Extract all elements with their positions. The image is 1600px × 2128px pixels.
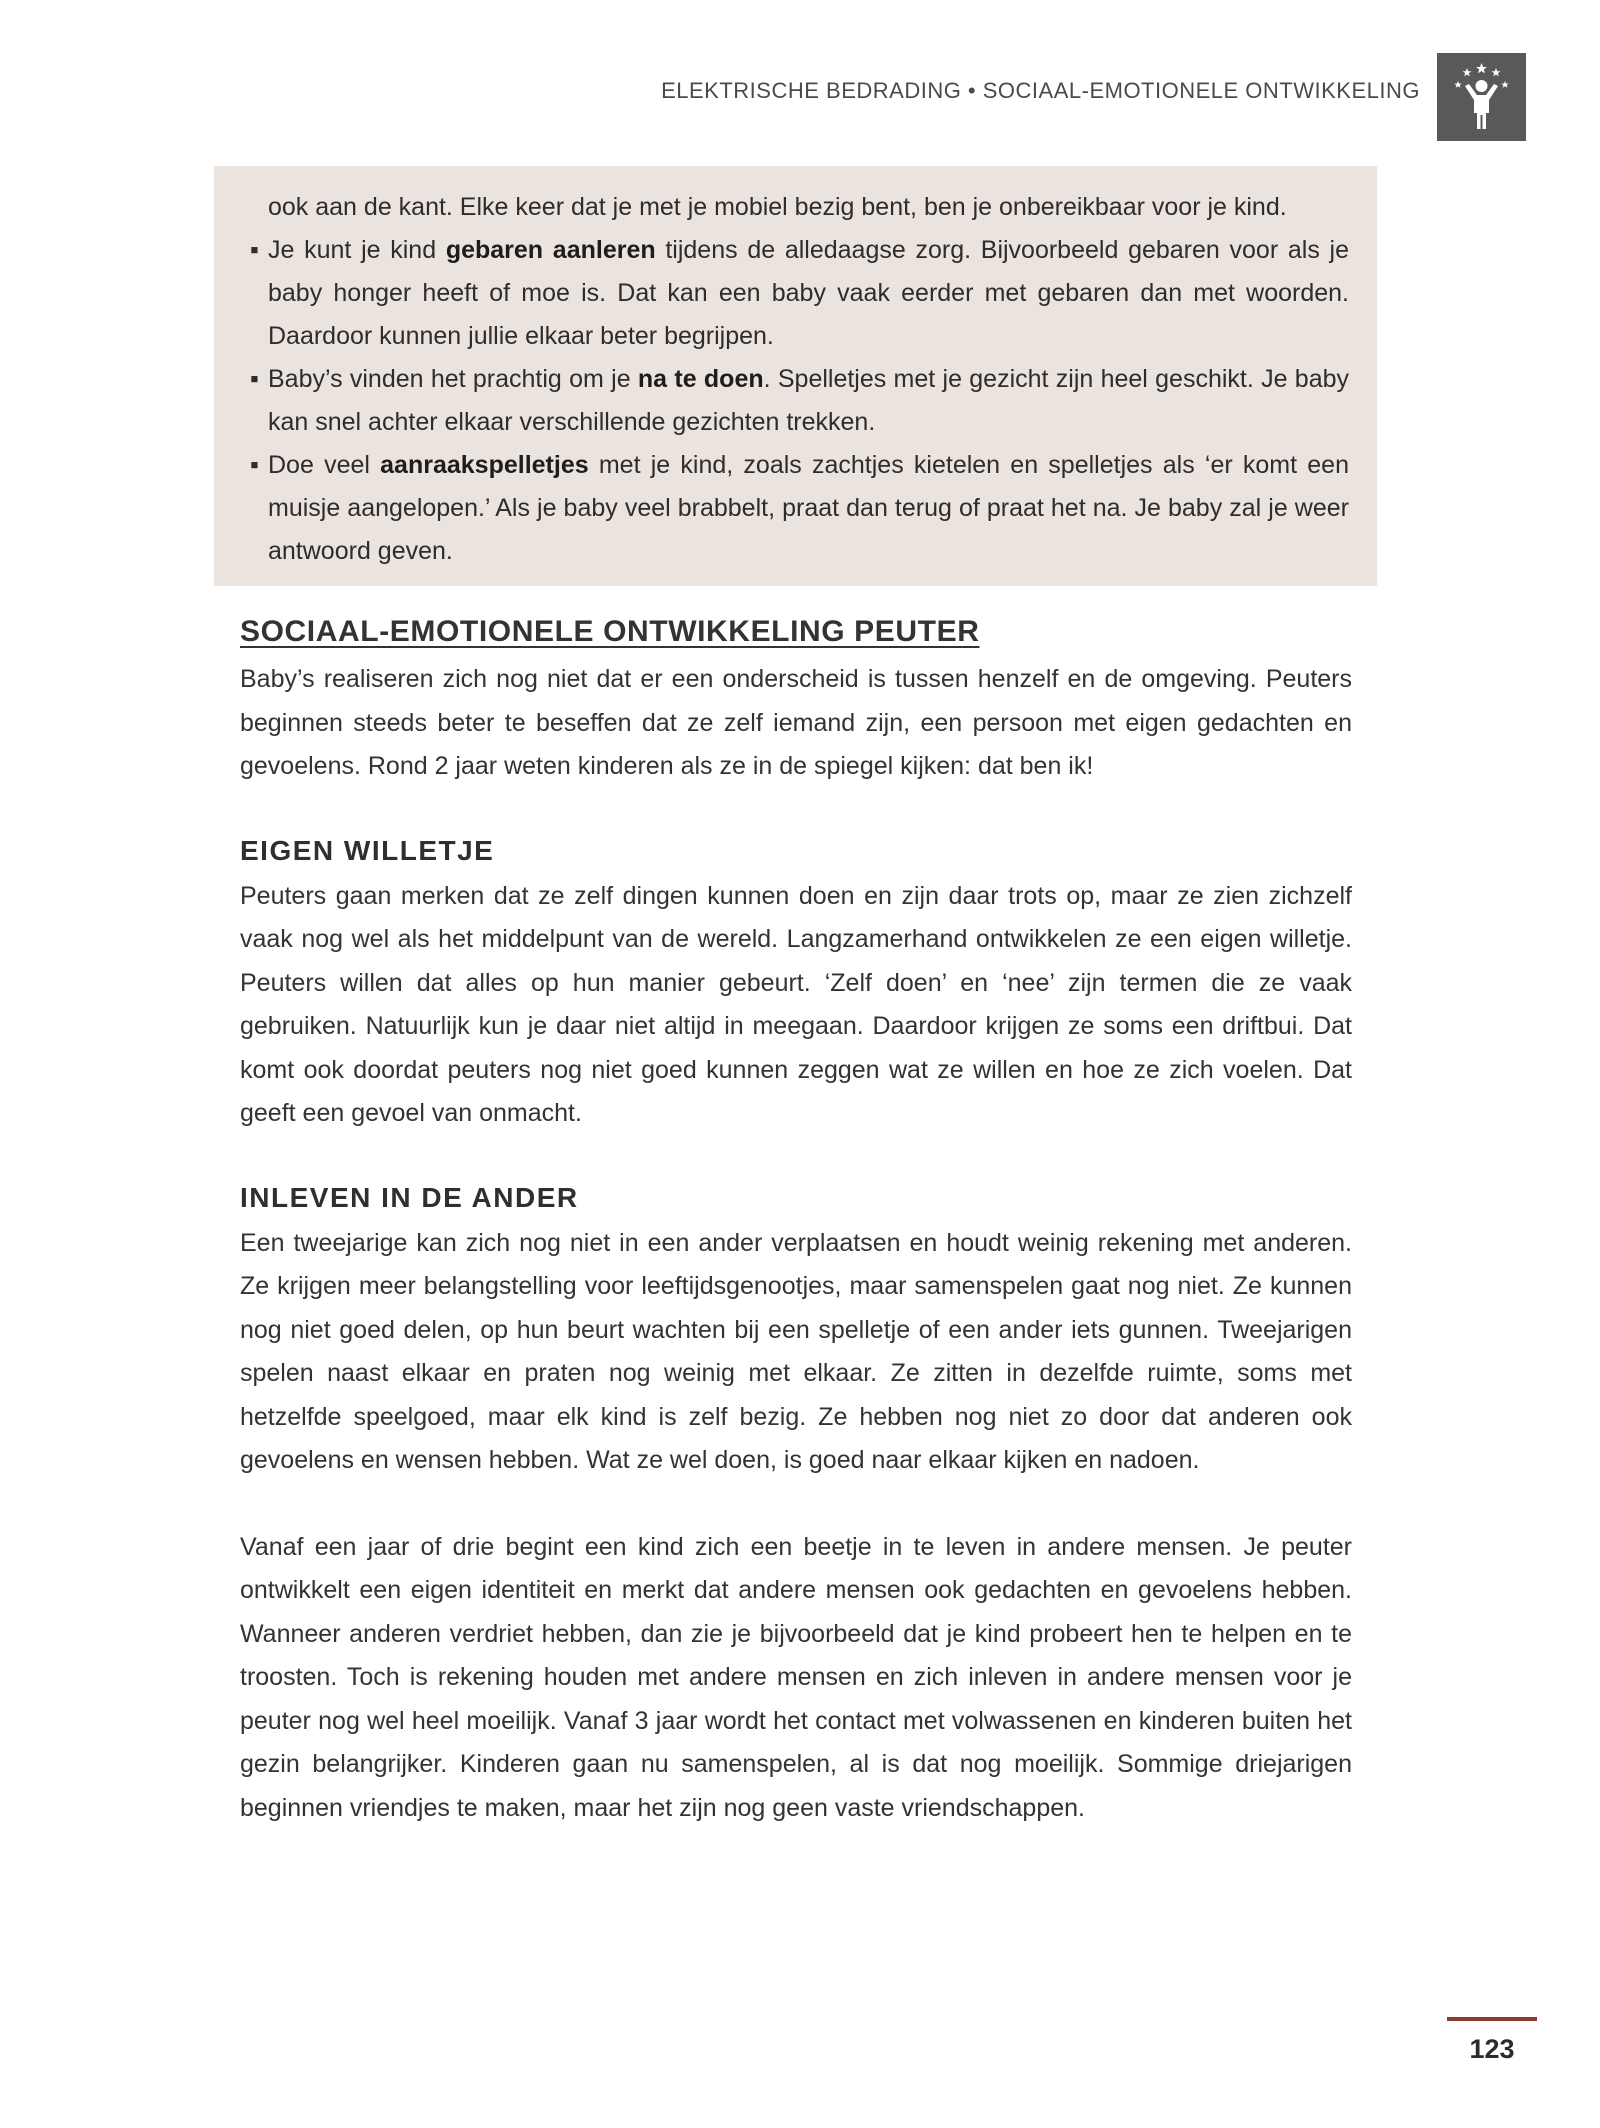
tip-text: Je kunt je kind xyxy=(268,236,446,264)
tip-item xyxy=(250,358,1349,444)
tip-keyword: aanraakspelletjes xyxy=(380,451,589,479)
tip-text: tijdens de alledaagse zorg. Bijvoorbeeld gebaren voor als je baby honger heeft of moe is. Dat kan een baby vaak eerder met gebaren dan met woorden. Daardoor kunnen jullie elkaar beter begrijpen. xyxy=(268,236,1349,350)
running-header: ELEKTRISCHE BEDRADING • SOCIAAL-EMOTIONELE ONTWIKKELING xyxy=(661,78,1420,103)
child-with-stars-icon xyxy=(1437,53,1526,141)
bullet-icon: ▪ xyxy=(250,451,259,479)
main-content xyxy=(240,612,1352,1830)
bullet-icon: ▪ xyxy=(250,365,259,393)
page-number: 123 xyxy=(1469,2034,1515,2064)
tip-list xyxy=(250,229,1349,573)
section-paragraph: Peuters gaan merken dat ze zelf dingen kunnen doen en zijn daar trots op, maar ze zien zichzelf vaak nog wel als het middelpunt van de wereld. Langzamerhand ontwikkelen ze een eigen willetje. Peuters willen dat alles op hun manier gebeurt. ‘Zelf doen’ en ‘nee’ zijn termen die ze vaak gebruiken. Natuurlijk kun je daar niet altijd in meegaan. Daardoor krijgen ze soms een driftbui. Dat komt ook doordat peuters nog niet goed kunnen zeggen wat ze willen en hoe ze zich voelen. Dat geeft een gevoel van onmacht. xyxy=(240,881,1352,1127)
tip-keyword: gebaren aanleren xyxy=(445,236,656,264)
bullet-icon: ▪ xyxy=(250,236,259,264)
section-paragraph: Vanaf een jaar of drie begint een kind zich een beetje in te leven in andere mensen. Je peuter ontwikkelt een eigen identiteit en merkt dat andere mensen ook gedachten en gevoelens hebben. Wanneer anderen verdriet hebben, dan zie je bijvoorbeeld dat je kind probeert hen te helpen en te troosten. Toch is rekening houden met andere mensen en zich inleven in andere mensen voor je peuter nog wel heel moeilijk. Vanaf 3 jaar wordt het contact met volwassenen en kinderen buiten het gezin belangrijker. Kinderen gaan nu samenspelen, al is dat nog moeilijk. Sommige driejarigen beginnen vriendjes te maken, maar het zijn nog geen vaste vriendschappen. xyxy=(240,1532,1352,1822)
tip-text: . Spelletjes met je gezicht zijn heel geschikt. Je baby kan snel achter elkaar verschillende gezichten trekken. xyxy=(268,365,1350,436)
intro-paragraph: Baby’s realiseren zich nog niet dat er een onderscheid is tussen henzelf en de omgeving. Peuters beginnen steeds beter te beseffen dat ze zelf iemand zijn, een persoon met eigen gedachten en gevoelens. Rond 2 jaar weten kinderen als ze in de spiegel kijken: dat ben ik! xyxy=(240,665,1352,780)
tip-text: Doe veel xyxy=(268,451,381,479)
tip-box xyxy=(214,166,1377,586)
tip-continuation: ook aan de kant. Elke keer dat je met je mobiel bezig bent, ben je onbereikbaar voor je kind. xyxy=(268,193,1287,221)
section-title-inleven: INLEVEN IN DE ANDER xyxy=(240,1181,579,1213)
tip-text: met je kind, zoals zachtjes kietelen en spelletjes als ‘er komt een muisje aangelopen.’ Als je baby veel brabbelt, praat dan terug of praat het na. Je baby zal je weer antwoord geven. xyxy=(268,451,1349,565)
tip-item xyxy=(250,229,1349,358)
section-paragraph: Een tweejarige kan zich nog niet in een ander verplaatsen en houdt weinig rekening met anderen. Ze krijgen meer belangstelling voor leeftijdsgenootjes, maar samenspelen gaat nog niet. Ze kunnen nog niet goed delen, op hun beurt wachten bij een spelletje of een ander iets gunnen. Tweejarigen spelen naast elkaar en praten nog weinig met elkaar. Ze zitten in dezelfde ruimte, soms met hetzelfde speelgoed, maar elk kind is zelf bezig. Ze hebben nog niet zo door dat anderen ook gevoelens en wensen hebben. Wat ze wel doen, is goed naar elkaar kijken en nadoen. xyxy=(240,1228,1352,1474)
tip-text: Baby’s vinden het prachtig om je xyxy=(268,365,638,393)
footer-rule xyxy=(1447,2017,1537,2021)
page-title: SOCIAAL-EMOTIONELE ONTWIKKELING PEUTER xyxy=(240,615,980,648)
tip-item xyxy=(250,444,1349,573)
tip-keyword: na te doen xyxy=(637,365,764,393)
section-title-eigen-willetje: EIGEN WILLETJE xyxy=(240,834,495,866)
